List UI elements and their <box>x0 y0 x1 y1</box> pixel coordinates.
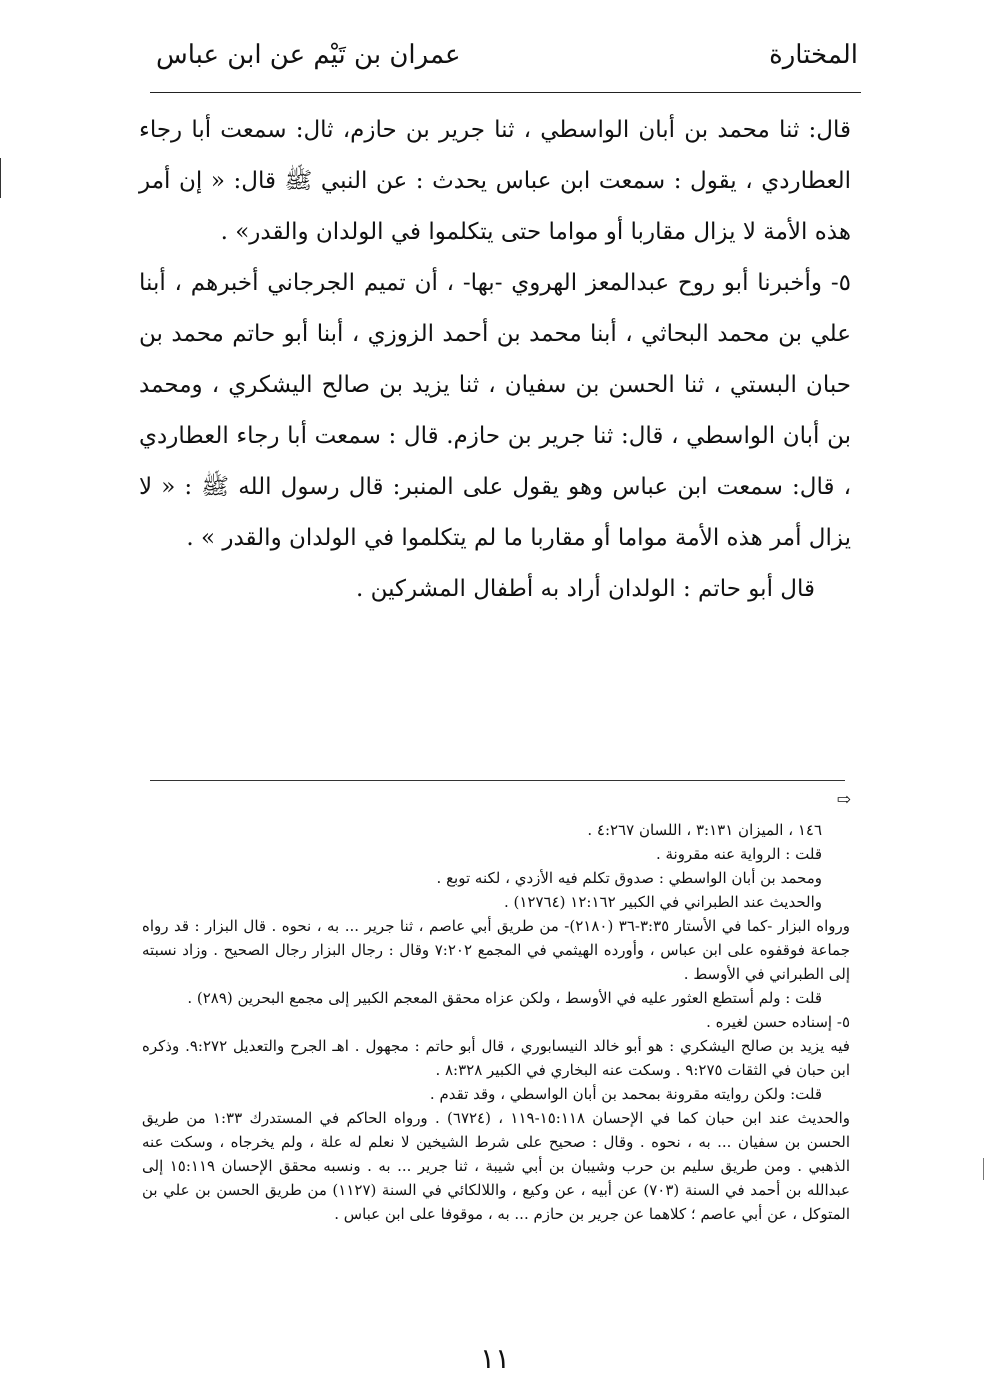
main-text <box>139 105 851 615</box>
footnote-line: والحديث عند ابن حبان كما في الإحسان ١٥:١١٨-١١٩ ، (٦٧٢٤) . ورواه الحاكم في المستدرك ١:٣٣ من طريق الحسن بن سفيان ... به ، نحوه . وقال : صحيح على شرط الشيخين لا نعلم له علة ، ولم يخرجاه ، وسكت عنه الذهبي . ومن طريق سليم بن حرب وشيبان بن أبي شيبة ، ثنا جرير ... به . ونسبه محقق الإحسان ١٥:١١٩ إلى عبدالله بن أحمد في السنة (٧٠٣) عن أبيه ، عن وكيع ، واللالكائي في السنة (١١٢٧) من طريق الحسن بن علي بن المتوكل ، عن أبي عاصم ؛ كلاهما عن جرير بن حازم ... به ، موقوفا على ابن عباس . <box>142 1109 851 1223</box>
body-paragraph: ٥- وأخبرنا أبو روح عبدالمعز الهروي -بها- ، أن تميم الجرجاني أخبرهم ، أبنا علي بن محمد البحاثي ، أبنا محمد بن أحمد الزوزي ، أبنا أبو حاتم محمد بن حبان البستي ، ثنا الحسن بن سفيان ، ثنا يزيد بن صالح اليشكري ، ومحمد بن أبان الواسطي ، قال: ثنا جرير بن حازم. قال : سمعت أبا رجاء العطاردي ، قال: سمعت ابن عباس وهو يقول على المنبر: قال رسول الله ﷺ : « لا يزال أمر هذه الأمة مواما أو مقاربا ما لم يتكلموا في الولدان والقدر » . <box>139 270 851 551</box>
footnote-line: ١٤٦ ، الميزان ٣:١٣١ ، اللسان ٤:٢٦٧ . <box>587 821 822 839</box>
running-header-book-title: المختارة <box>769 40 858 70</box>
footnote-line: قلت : ولم أستطع العثور عليه في الأوسط ، ولكن عزاه محقق المعجم الكبير إلى مجمع البحرين (٢٨٩) . <box>187 989 822 1007</box>
footnote-line: قلت : الرواية عنه مقرونة . <box>655 845 822 863</box>
footnote-line: فيه يزيد بن صالح اليشكري : هو أبو خالد النيسابوري ، قال أبو حاتم : مجهول . اهـ الجرح والتعديل ٩:٢٧٢. وذكره ابن حبان في الثقات ٩:٢٧٥ . وسكت عنه البخاري في الكبير ٨:٣٢٨ . <box>142 1037 850 1079</box>
scan-edge-mark <box>0 158 1 198</box>
body-paragraph: قال: ثنا محمد بن أبان الواسطي ، ثنا جرير بن حازم، ثال: سمعت أبا رجاء العطاردي ، يقول : سمعت ابن عباس يحدث : عن النبي ﷺ قال: « إن أمر هذه الأمة لا يزال مقاربا أو مواما حتى يتكلموا في الولدان والقدر» . <box>139 117 851 245</box>
running-header-section-title: عمران بن تَيْم عن ابن عباس <box>156 40 461 70</box>
scan-edge-mark <box>983 1158 984 1180</box>
footnote-line: والحديث عند الطبراني في الكبير ١٢:١٦٢ (١٢٧٦٤) . <box>503 893 822 911</box>
page-number: ١١ <box>479 1342 511 1375</box>
footnotes <box>142 818 850 1226</box>
footnote-line: ورواه البزار -كما في الأستار ٣:٣٥-٣٦ (٢١٨٠)- من طريق أبي عاصم ، ثنا جرير ... به ، نحوه . قال البزار : قد رواه جماعة فوقفوه على ابن عباس ، وأورده الهيثمي في المجمع ٧:٢٠٢ وقال : رجال البزار رجال الصحيح . وزاد نسبته إلى الطبراني في الأوسط . <box>142 917 850 983</box>
body-paragraph: قال أبو حاتم : الولدان أراد به أطفال المشركين . <box>355 576 815 602</box>
footnote-line: قلت: ولكن روايته مقرونة بمحمد بن أبان الواسطي ، وقد تقدم . <box>429 1085 822 1103</box>
footnote-entry-number: ٥- إسناده حسن لغيره . <box>706 1013 850 1031</box>
footnote-line: ومحمد بن أبان الواسطي : صدوق تكلم فيه الأزدي ، لكنه توبع . <box>436 869 822 887</box>
continuation-arrow-icon: ⇨ <box>836 790 851 810</box>
footnote-separator <box>150 780 845 781</box>
header-rule <box>150 92 861 93</box>
